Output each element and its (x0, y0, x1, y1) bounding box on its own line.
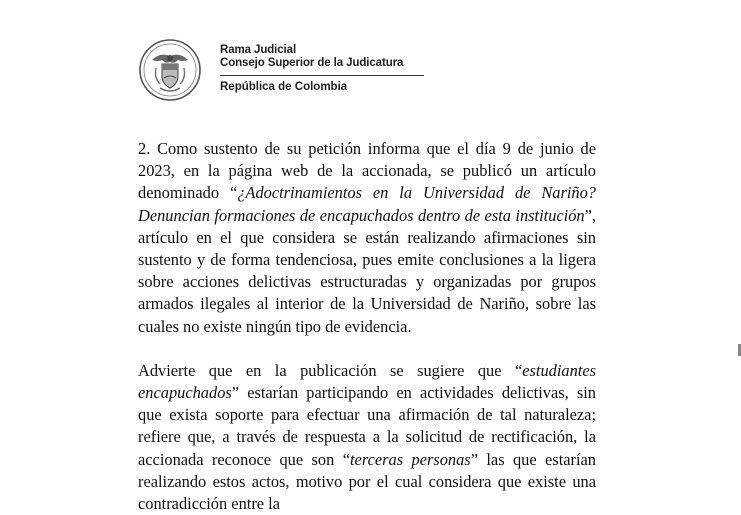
letterhead-divider (220, 75, 424, 76)
coat-of-arms-seal-icon (138, 38, 202, 102)
paragraph-2 (138, 360, 596, 515)
quoted-term-students: estudiantes encapuchados (138, 360, 596, 403)
article-title: ¿Adoctrinamientos en la Universidad de Nariño? Denuncian formaciones de encapuchados dentro de esta institución (138, 183, 596, 225)
paragraph-2-part-3: ” las que estarían realizando estos actos, motivo por el cual considera que existe una contradicción entre la (138, 449, 597, 514)
paragraph-2-part-2: ” estarían participando en actividades delictivas, sin que exista soporte para efectuar una afirmación de tal naturaleza; refiere que, a través de respuesta a la solicitud de rectificación, la accionada reconoce que son “ (138, 383, 596, 469)
letterhead (138, 38, 404, 102)
paragraph-1-tail: ”, artículo en el que considera se están realizando afirmaciones sin sustento y de forma tendenciosa, pues emite conclusiones a la ligera sobre acciones delictivas estructuradas y organizadas por grupos armados ilegales al interior de la Universidad de Nariño, sobre las cuales no existe ningún tipo de evidencia. (138, 205, 596, 336)
institution-name: Rama Judicial (220, 44, 297, 56)
paragraph-1-lead: 2. Como sustento de su petición informa que el día 9 de junio de 2023, en la página web de la accionada, se publicó un artículo denominado “ (138, 139, 596, 203)
document-body (138, 138, 596, 515)
country-name: República de Colombia (220, 81, 348, 93)
paragraph-1 (138, 138, 596, 338)
quoted-term-third-parties: terceras personas (349, 449, 471, 469)
institution-council: Consejo Superior de la Judicatura (220, 57, 404, 69)
letterhead-text (220, 44, 424, 94)
paragraph-2-part-1: Advierte que en la publicación se sugiere que “ (138, 360, 523, 380)
